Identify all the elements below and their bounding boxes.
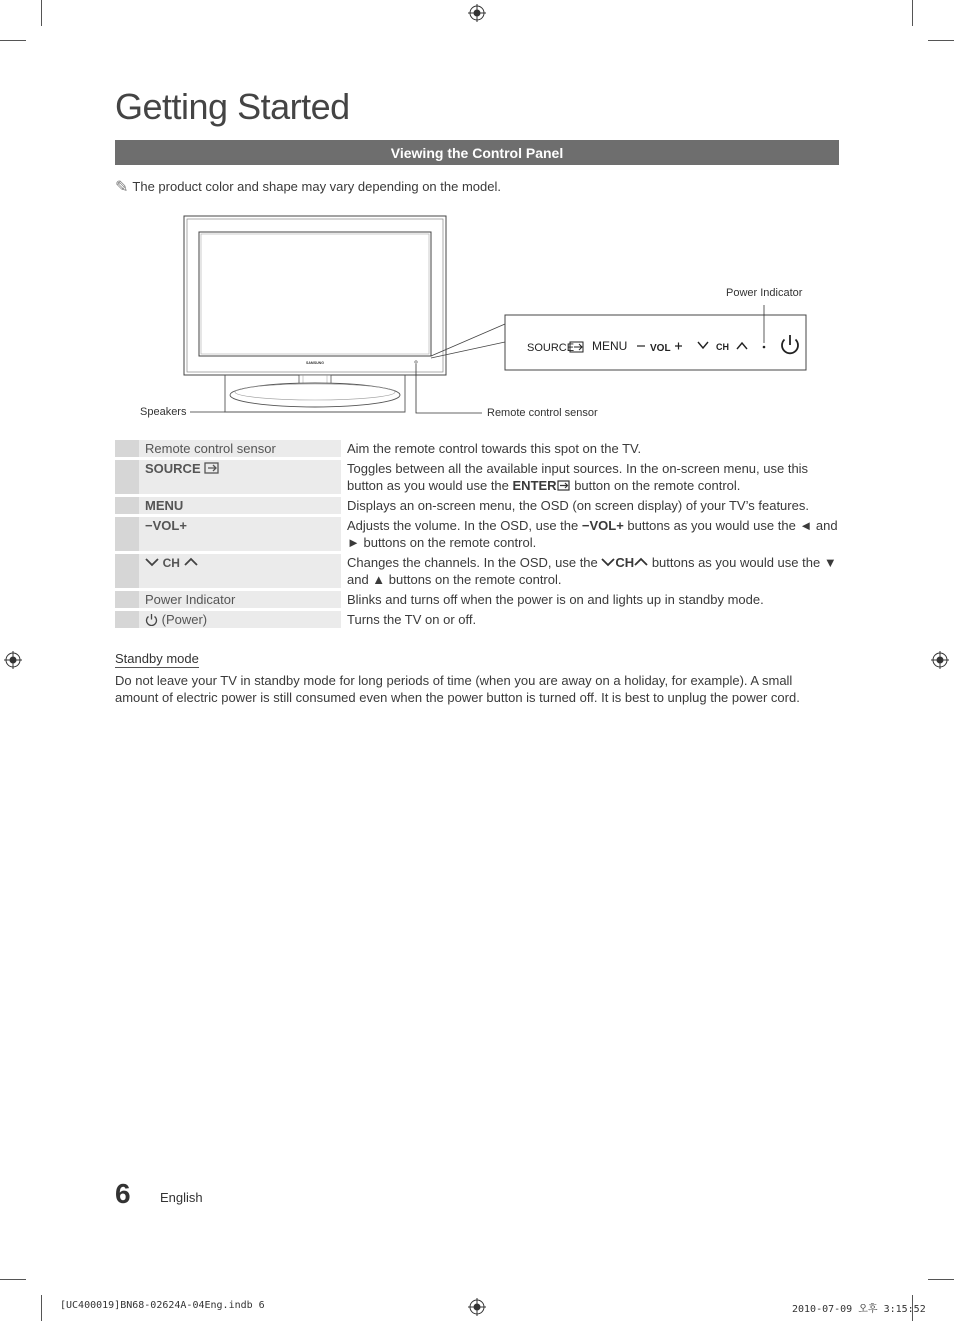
ch-up-icon	[184, 557, 198, 567]
page-language: English	[160, 1190, 203, 1205]
brand-logo: SAMSUNG	[306, 361, 324, 365]
desc-text: button on the remote control.	[574, 478, 741, 493]
ch-label-text: CH	[162, 556, 180, 570]
panel-vol-label: VOL	[650, 343, 671, 354]
control-desc: Displays an on-screen menu, the OSD (on screen display) of your TV’s features.	[347, 498, 809, 513]
crop-mark	[41, 1295, 42, 1321]
power-indicator-label: Power Indicator	[726, 287, 803, 299]
crop-mark	[0, 1279, 26, 1280]
footer-file-info: [UC400019]BN68-02624A-04Eng.indb 6	[60, 1300, 265, 1311]
desc-text: Changes the channels. In the OSD, use the	[347, 555, 598, 570]
controls-table	[115, 437, 839, 631]
vol-inline-text: VOL	[589, 518, 617, 533]
page-number: 6	[115, 1178, 131, 1209]
panel-ch-label: CH	[716, 342, 729, 352]
standby-text: Do not leave your TV in standby mode for long periods of time (when you are away on a holiday, for example). A small amount of electric power is still consumed even when the power button is turned off. It is best to unplug the power cord.	[115, 673, 800, 705]
control-label	[139, 611, 341, 628]
registration-mark-icon	[931, 651, 949, 669]
control-desc: Blinks and turns off when the power is on and lights up in standby mode.	[347, 592, 764, 607]
power-label-text: (Power)	[161, 612, 208, 627]
crop-mark	[912, 0, 913, 26]
ch-down-icon	[145, 557, 159, 567]
ch-up-icon	[634, 557, 648, 567]
table-row	[115, 497, 839, 514]
vol-inline: −VOL+	[581, 518, 624, 533]
registration-mark-icon	[4, 651, 22, 669]
crop-mark	[0, 40, 26, 41]
control-label	[139, 554, 341, 588]
table-row	[115, 440, 839, 457]
page-title: Getting Started	[115, 86, 350, 127]
vol-minus-icon: −	[145, 518, 153, 533]
note-text: The product color and shape may vary depending on the model.	[132, 179, 501, 194]
panel-menu-label: MENU	[592, 339, 628, 353]
table-row	[115, 460, 839, 494]
control-desc: Aim the remote control towards this spot on the TV.	[347, 441, 642, 456]
control-desc	[341, 460, 839, 494]
source-label-text: SOURCE	[145, 461, 201, 476]
ch-inline-text: CH	[615, 555, 635, 570]
control-label: MENU	[139, 497, 341, 514]
table-row	[115, 591, 839, 608]
enter-key-text: ENTER	[512, 478, 557, 493]
footer-timestamp: 2010-07-09 오후 3:15:52	[792, 1304, 926, 1315]
vol-plus-icon: +	[179, 518, 187, 533]
crop-mark	[41, 0, 42, 26]
desc-text: buttons as you would use the ◄ and ► buttons on the remote control.	[347, 518, 838, 550]
standby-title: Standby mode	[115, 651, 199, 666]
registration-mark-icon	[468, 4, 486, 22]
desc-text: Adjusts the volume. In the OSD, use the	[347, 518, 579, 533]
note	[115, 176, 501, 196]
crop-mark	[928, 40, 954, 41]
panel-source-label: SOURCE	[527, 342, 575, 354]
control-label: Remote control sensor	[139, 440, 341, 457]
table-row	[115, 517, 839, 551]
control-desc	[341, 554, 839, 588]
source-icon	[204, 462, 220, 474]
power-indicator-dot	[763, 346, 766, 349]
control-label	[139, 517, 341, 551]
control-desc	[341, 517, 839, 551]
section-title: Viewing the Control Panel	[115, 140, 839, 165]
control-label: Power Indicator	[139, 591, 341, 608]
enter-icon	[557, 480, 571, 491]
desc-text: Toggles between all the available input sources. In the on-screen menu, use this button as you would use the	[347, 461, 809, 493]
table-row	[115, 554, 839, 588]
remote-sensor-label: Remote control sensor	[487, 407, 598, 419]
control-label	[139, 460, 341, 494]
power-icon	[145, 613, 158, 626]
table-row	[115, 611, 839, 628]
desc-text: buttons as you would use the ▼ and ▲ buttons on the remote control.	[347, 555, 837, 587]
control-desc: Turns the TV on or off.	[347, 612, 477, 627]
tv-diagram	[115, 200, 839, 430]
speakers-label: Speakers	[140, 406, 187, 418]
pencil-note-icon: ✎	[115, 179, 129, 196]
tv-screen	[199, 232, 431, 356]
registration-mark-icon	[468, 1298, 486, 1316]
ch-down-icon	[601, 557, 615, 567]
crop-mark	[928, 1279, 954, 1280]
vol-label-text: VOL	[152, 518, 180, 533]
